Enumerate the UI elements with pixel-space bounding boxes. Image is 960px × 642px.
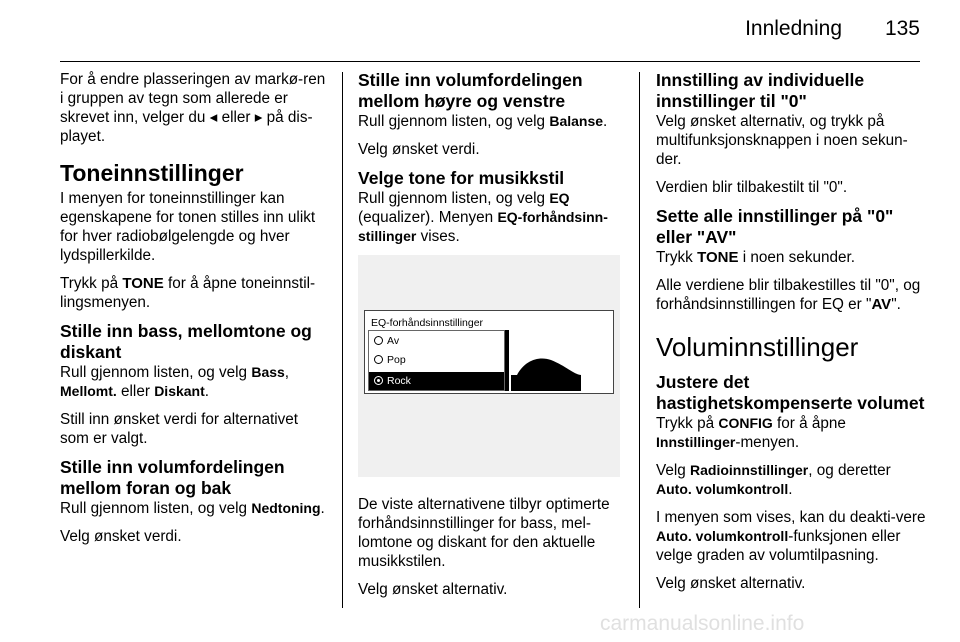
- page-header: [0, 0, 960, 62]
- column-2: [358, 70, 626, 608]
- paragraph-reset-all: Trykk TONE i noen sekunder.: [656, 249, 855, 266]
- paragraph-select-option: Velg ønsket alternativ.: [656, 575, 806, 592]
- keyword-radioinnstillinger: Radioinnstillinger: [690, 462, 809, 478]
- heading-balance: Stille inn volumfordelingen mellom høyre og venstre: [358, 70, 583, 111]
- paragraph-fade: Rull gjennom listen, og velg Nedtoning.: [60, 500, 325, 517]
- heading-reset-all: Sette alle innstillinger på "0" eller "AV": [656, 206, 894, 247]
- keyword-mellomt: Mellomt.: [60, 383, 117, 399]
- keyword-tone: TONE: [697, 249, 739, 266]
- keyword-diskant: Diskant: [154, 383, 205, 399]
- radio-on-icon: [374, 376, 383, 385]
- paragraph-tone-press: Trykk på TONE for å åpne toneinnstil-lingsmenyen.: [60, 275, 316, 311]
- paragraph-eq-select: Velg ønsket alternativ.: [358, 581, 508, 598]
- eq-display: [364, 310, 614, 394]
- paragraph-cursor: For å endre plasseringen av markø-ren i gruppen av tegn som allerede er skrevet inn, velger du ◂ eller ▸ på dis-playet.: [60, 71, 326, 145]
- eq-list-scrollbar: [505, 330, 509, 391]
- eq-option-list: [368, 330, 505, 391]
- paragraph-bass: Rull gjennom listen, og velg Bass, Mellomt. eller Diskant.: [60, 364, 290, 400]
- header-rule: [60, 61, 920, 62]
- eq-option-rock[interactable]: Rock: [369, 372, 504, 390]
- heading-bass: Stille inn bass, mellomtone og diskant: [60, 321, 312, 362]
- keyword-auto-volume: Auto. volumkontroll: [656, 528, 789, 544]
- eq-option-av[interactable]: Av: [369, 332, 504, 350]
- eq-screen-illustration: [358, 255, 620, 477]
- radio-off-icon: [374, 336, 383, 345]
- watermark: carmanualsonline.info: [600, 612, 805, 635]
- keyword-balanse: Balanse: [549, 113, 604, 129]
- paragraph-tone-intro: I menyen for toneinnstillinger kan egenskapene for tonen stilles inn ulikt for hver radiobølgelengde og hver lydspillerkilde.: [60, 190, 316, 264]
- paragraph-reset-result: Verdien blir tilbakestilt til "0".: [656, 179, 848, 196]
- paragraph-reset-all-result: Alle verdiene blir tilbakestilles til "0", og forhåndsinnstillingen for EQ er "AV".: [656, 277, 921, 313]
- heading-voluminnstillinger: Voluminnstillinger: [656, 332, 859, 362]
- heading-toneinnstillinger: Toneinnstillinger: [60, 160, 244, 186]
- paragraph-deactivate: I menyen som vises, kan du deakti-vere Auto. volumkontroll-funksjonen eller velge graden av volumtilpasning.: [656, 509, 926, 564]
- paragraph-eq-description: De viste alternativene tilbyr optimerte forhåndsinnstillinger for bass, mel-lomtone og diskant for den aktuelle musikkstilen.: [358, 496, 610, 570]
- column-divider-1: [342, 72, 343, 608]
- paragraph-config: Trykk på CONFIG for å åpne Innstillinger-menyen.: [656, 415, 846, 451]
- radio-off-icon: [374, 355, 383, 364]
- eq-option-pop[interactable]: Pop: [369, 351, 504, 369]
- paragraph-reset-individual: Velg ønsket alternativ, og trykk på multifunksjonsknappen i noen sekun-der.: [656, 113, 908, 168]
- keyword-innstillinger: Innstillinger: [656, 434, 736, 450]
- heading-reset-individual: Innstilling av individuelle innstillinger til "0": [656, 70, 865, 111]
- keyword-auto-volume: Auto. volumkontroll: [656, 481, 789, 497]
- eq-display-title: EQ-forhåndsinnstillinger: [371, 317, 484, 329]
- paragraph-balance: Rull gjennom listen, og velg Balanse.: [358, 113, 608, 130]
- keyword-config: CONFIG: [718, 415, 773, 431]
- heading-eq: Velge tone for musikkstil: [358, 168, 565, 188]
- paragraph-balance-value: Velg ønsket verdi.: [358, 141, 480, 158]
- keyword-eq-menu: EQ-forhåndsinn-stillinger: [358, 209, 608, 244]
- keyword-tone: TONE: [122, 275, 164, 292]
- column-3: [656, 70, 926, 602]
- paragraph-eq: Rull gjennom listen, og velg EQ (equalizer). Menyen EQ-forhåndsinn-stillinger vises.: [358, 190, 608, 245]
- keyword-eq: EQ: [549, 190, 570, 206]
- keyword-av: AV: [871, 296, 892, 313]
- column-divider-2: [639, 72, 640, 608]
- paragraph-fade-value: Velg ønsket verdi.: [60, 528, 182, 545]
- heading-fade: Stille inn volumfordelingen mellom foran og bak: [60, 457, 285, 498]
- heading-speed-volume: Justere det hastighetskompenserte volumet: [656, 372, 925, 413]
- page-number: 135: [884, 17, 920, 40]
- column-1: [60, 70, 330, 555]
- keyword-nedtoning: Nedtoning: [251, 500, 321, 516]
- paragraph-bass-value: Still inn ønsket verdi for alternativet som er valgt.: [60, 411, 299, 447]
- keyword-bass: Bass: [251, 364, 285, 380]
- chapter-title: Innledning: [745, 17, 842, 40]
- eq-curve-icon: [511, 330, 611, 391]
- paragraph-radio-settings: Velg Radioinnstillinger, og deretter Auto. volumkontroll.: [656, 462, 891, 498]
